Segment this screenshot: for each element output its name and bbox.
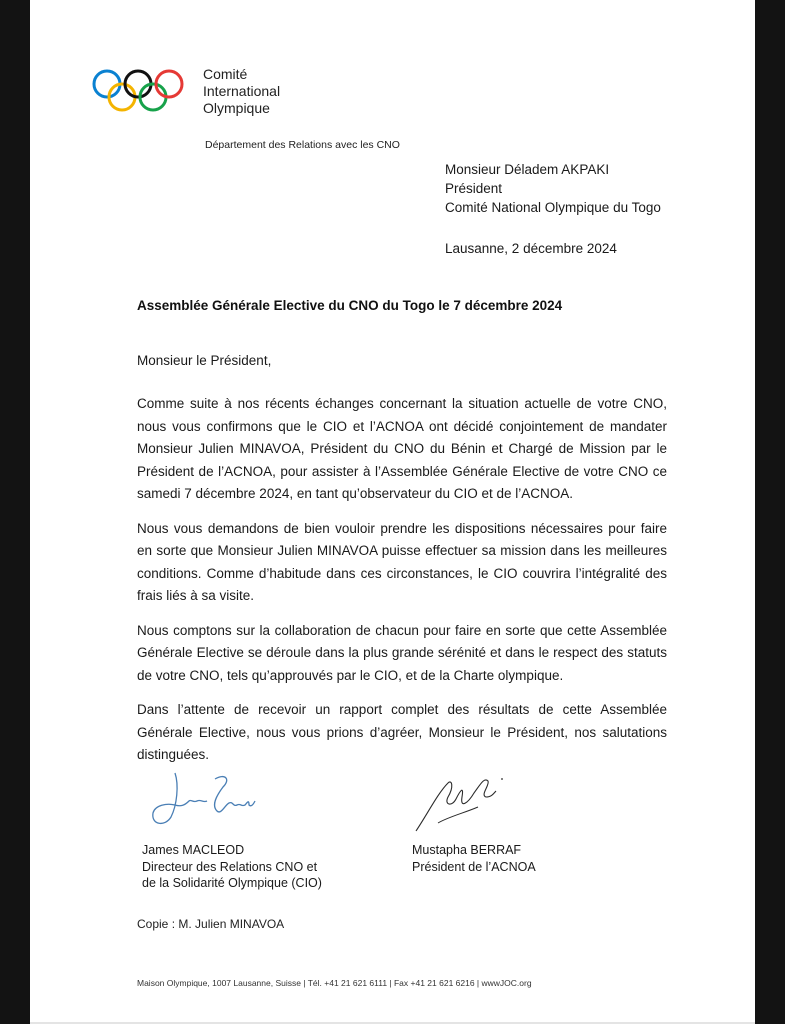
letter-date: Lausanne, 2 décembre 2024	[445, 241, 617, 256]
recipient-title: Président	[445, 181, 503, 196]
signature-macleod-icon	[145, 765, 265, 830]
signatory-title: de la Solidarité Olympique (CIO)	[142, 876, 322, 890]
signatory-name: Mustapha BERRAF	[412, 843, 522, 857]
recipient-name: Monsieur Déladem AKPAKI	[445, 162, 610, 177]
recipient-organization: Comité National Olympique du Togo	[445, 200, 661, 215]
signature-berraf-icon	[408, 763, 508, 835]
salutation: Monsieur le Président,	[137, 353, 272, 368]
ioc-logo-text	[203, 66, 280, 117]
signatory-title: Directeur des Relations CNO et	[142, 859, 318, 874]
logo-line-3: Olympique	[203, 100, 270, 116]
letter-page	[30, 0, 755, 1024]
logo-line-1: Comité	[203, 66, 248, 82]
signatory-berraf	[412, 842, 536, 875]
letter-subject: Assemblée Générale Elective du CNO du Togo le 7 décembre 2024	[137, 298, 563, 313]
paragraph-4: Dans l’attente de recevoir un rapport complet des résultats de cette Assemblée Générale Elective, nous vous prions d’agréer, Monsieur le Président, nos salutations distinguées.	[137, 702, 667, 762]
footer-address: Maison Olympique, 1007 Lausanne, Suisse | Tél. +41 21 621 6111 | Fax +41 21 621 6216 | wwwJOC.org	[137, 978, 532, 988]
copy-line: Copie : M. Julien MINAVOA	[137, 917, 285, 931]
paragraph-2: Nous vous demandons de bien vouloir prendre les dispositions nécessaires pour faire en sorte que Monsieur Julien MINAVOA puisse effectuer sa mission dans les meilleures conditions. Comme d’habitude dans ces circonstances, le CIO couvrira l’intégralité des frais liés à sa visite.	[137, 520, 667, 603]
paragraph-3: Nous comptons sur la collaboration de chacun pour faire en sorte que cette Assemblée Générale Elective se déroule dans la plus grande sérénité et dans le respect des statuts de votre CNO, tels qu’approuvés par le CIO, et de la Charte olympique.	[137, 622, 667, 683]
letter-body	[137, 393, 667, 779]
recipient-address	[445, 160, 661, 217]
signatory-name: James MACLEOD	[142, 843, 245, 857]
signatory-macleod	[142, 842, 322, 892]
olympic-rings-icon	[90, 67, 190, 117]
signatory-title: Président de l’ACNOA	[412, 859, 536, 874]
department-label: Département des Relations avec les CNO	[205, 139, 400, 151]
logo-line-2: International	[203, 83, 281, 99]
paragraph-1: Comme suite à nos récents échanges concernant la situation actuelle de votre CNO, nous vous confirmons que le CIO et l’ACNOA ont décidé conjointement de mandater Monsieur Julien MINAVOA, Président du CNO du Bénin et Chargé de Mission par le Président de l’ACNOA, pour assister à l’Assemblée Générale Elective de votre CNO ce samedi 7 décembre 2024, en tant qu’observateur du CIO et de l’ACNOA.	[137, 396, 667, 501]
